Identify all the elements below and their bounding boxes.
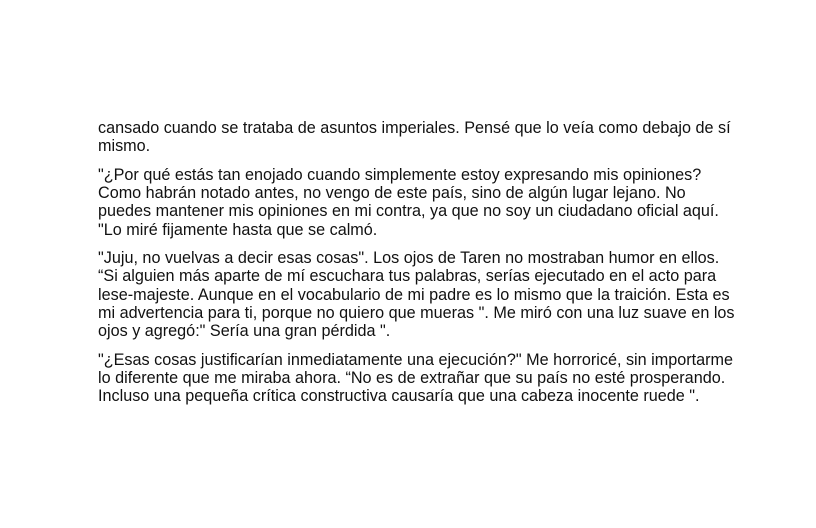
paragraph-4 (98, 351, 758, 406)
text-line: mi advertencia para ti, porque no quiero que mueras ". Me miró con una luz suave en los (98, 303, 735, 322)
text-line: ojos y agregó:" Sería una gran pérdida ". (98, 322, 391, 341)
text-line: puedes mantener mis opiniones en mi contra, ya que no soy un ciudadano oficial aquí. (98, 202, 719, 221)
text-line: lese-majeste. Aunque en el vocabulario de mi padre es lo mismo que la traición. Esta es (98, 285, 730, 304)
document-body (98, 119, 758, 416)
text-line: "Lo miré fijamente hasta que se calmó. (98, 220, 378, 239)
text-line: "¿Por qué estás tan enojado cuando simplemente estoy expresando mis opiniones? (98, 165, 702, 184)
text-line: cansado cuando se trataba de asuntos imperiales. Pensé que lo veía como debajo de sí (98, 119, 731, 137)
text-line: mismo. (98, 137, 151, 156)
text-line: Incluso una pequeña crítica constructiva causaría que una cabeza inocente ruede ". (98, 387, 700, 406)
paragraph-1 (98, 119, 758, 155)
text-line: lo diferente que me miraba ahora. “No es de extrañar que su país no esté prosperando. (98, 368, 726, 387)
text-line: “Si alguien más aparte de mí escuchara tus palabras, serías ejecutado en el acto para (98, 267, 717, 286)
text-line: Como habrán notado antes, no vengo de este país, sino de algún lugar lejano. No (98, 184, 686, 203)
text-line: "Juju, no vuelvas a decir esas cosas". Los ojos de Taren no mostraban humor en ellos. (98, 249, 720, 268)
text-line: "¿Esas cosas justificarían inmediatamente una ejecución?" Me horroricé, sin importarme (98, 350, 733, 369)
paragraph-2 (98, 166, 758, 239)
paragraph-3 (98, 249, 758, 340)
